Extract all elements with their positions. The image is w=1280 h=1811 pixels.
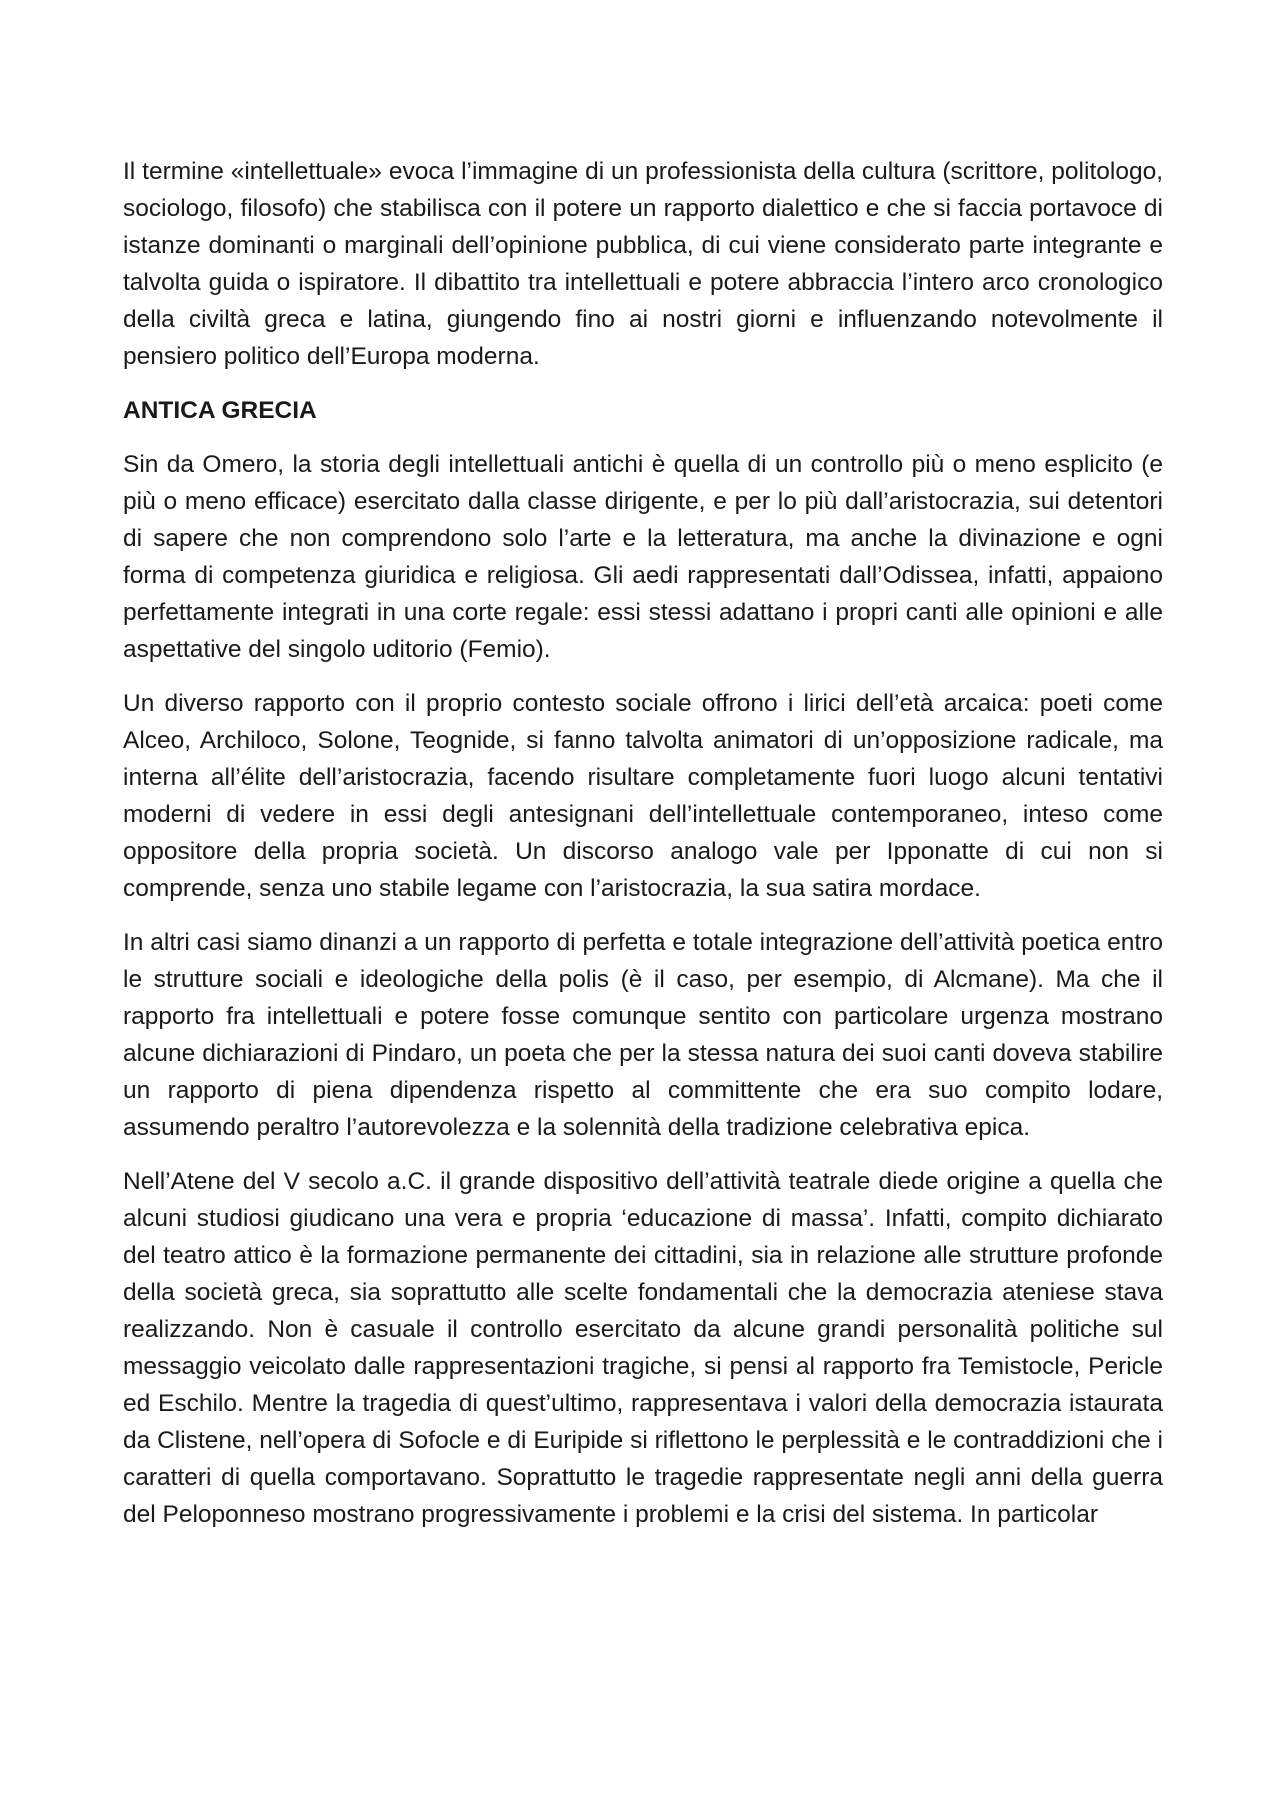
body-paragraph: Nell’Atene del V secolo a.C. il grande dispositivo dell’attività teatrale diede origine a quella che alcuni studiosi giudicano una vera e propria ‘educazione di massa’. Infatti, compito dichiarato del teatro attico è la formazione permanente dei cittadini, sia in relazione alle strutture profonde della società greca, sia soprattutto alle scelte fondamentali che la democrazia ateniese stava realizzando. Non è casuale il controllo esercitato da alcune grandi personalità politiche sul messaggio veicolato dalle rappresentazioni tragiche, si pensi al rapporto fra Temistocle, Pericle ed Eschilo. Mentre la tragedia di quest’ultimo, rappresentava i valori della democrazia istaurata da Clistene, nell’opera di Sofocle e di Euripide si riflettono le perplessità e le contraddizioni che i caratteri di quella comportavano. Soprattutto le tragedie rappresentate negli anni della guerra del Peloponneso mostrano progressivamente i problemi e la crisi del sistema. In particolar <box>123 1168 1163 1528</box>
body-paragraph: Un diverso rapporto con il proprio contesto sociale offrono i lirici dell’età arcaica: poeti come Alceo, Archiloco, Solone, Teognide, si fanno talvolta animatori di un’opposizione radicale, ma interna all’élite dell’aristocrazia, facendo risultare completamente fuori luogo alcuni tentativi moderni di vedere in essi degli antesignani dell’intellettuale contemporaneo, inteso come oppositore della propria società. Un discorso analogo vale per Ipponatte di cui non si comprende, senza uno stabile legame con l’aristocrazia, la sua satira mordace. <box>123 690 1163 902</box>
section-heading: ANTICA GRECIA <box>123 397 317 424</box>
body-paragraph: Sin da Omero, la storia degli intellettuali antichi è quella di un controllo più o meno esplicito (e più o meno efficace) esercitato dalla classe dirigente, e per lo più dall’aristocrazia, sui detentori di sapere che non comprendono solo l’arte e la letteratura, ma anche la divinazione e ogni forma di competenza giuridica e religiosa. Gli aedi rappresentati dall’Odissea, infatti, appaiono perfettamente integrati in una corte regale: essi stessi adattano i propri canti alle opinioni e alle aspettative del singolo uditorio (Femio). <box>123 451 1163 663</box>
intro-paragraph: Il termine «intellettuale» evoca l’immagine di un professionista della cultura (scrittore, politologo, sociologo, filosofo) che stabilisca con il potere un rapporto dialettico e che si faccia portavoce di istanze dominanti o marginali dell’opinione pubblica, di cui viene considerato parte integrante e talvolta guida o ispiratore. Il dibattito tra intellettuali e potere abbraccia l’intero arco cronologico della civiltà greca e latina, giungendo fino ai nostri giorni e influenzando notevolmente il pensiero politico dell’Europa moderna. <box>123 158 1163 370</box>
document-body <box>123 153 1163 1550</box>
body-paragraph: In altri casi siamo dinanzi a un rapporto di perfetta e totale integrazione dell’attività poetica entro le strutture sociali e ideologiche della polis (è il caso, per esempio, di Alcmane). Ma che il rapporto fra intellettuali e potere fosse comunque sentito con particolare urgenza mostrano alcune dichiarazioni di Pindaro, un poeta che per la stessa natura dei suoi canti doveva stabilire un rapporto di piena dipendenza rispetto al committente che era suo compito lodare, assumendo peraltro l’autorevolezza e la solennità della tradizione celebrativa epica. <box>123 929 1163 1141</box>
